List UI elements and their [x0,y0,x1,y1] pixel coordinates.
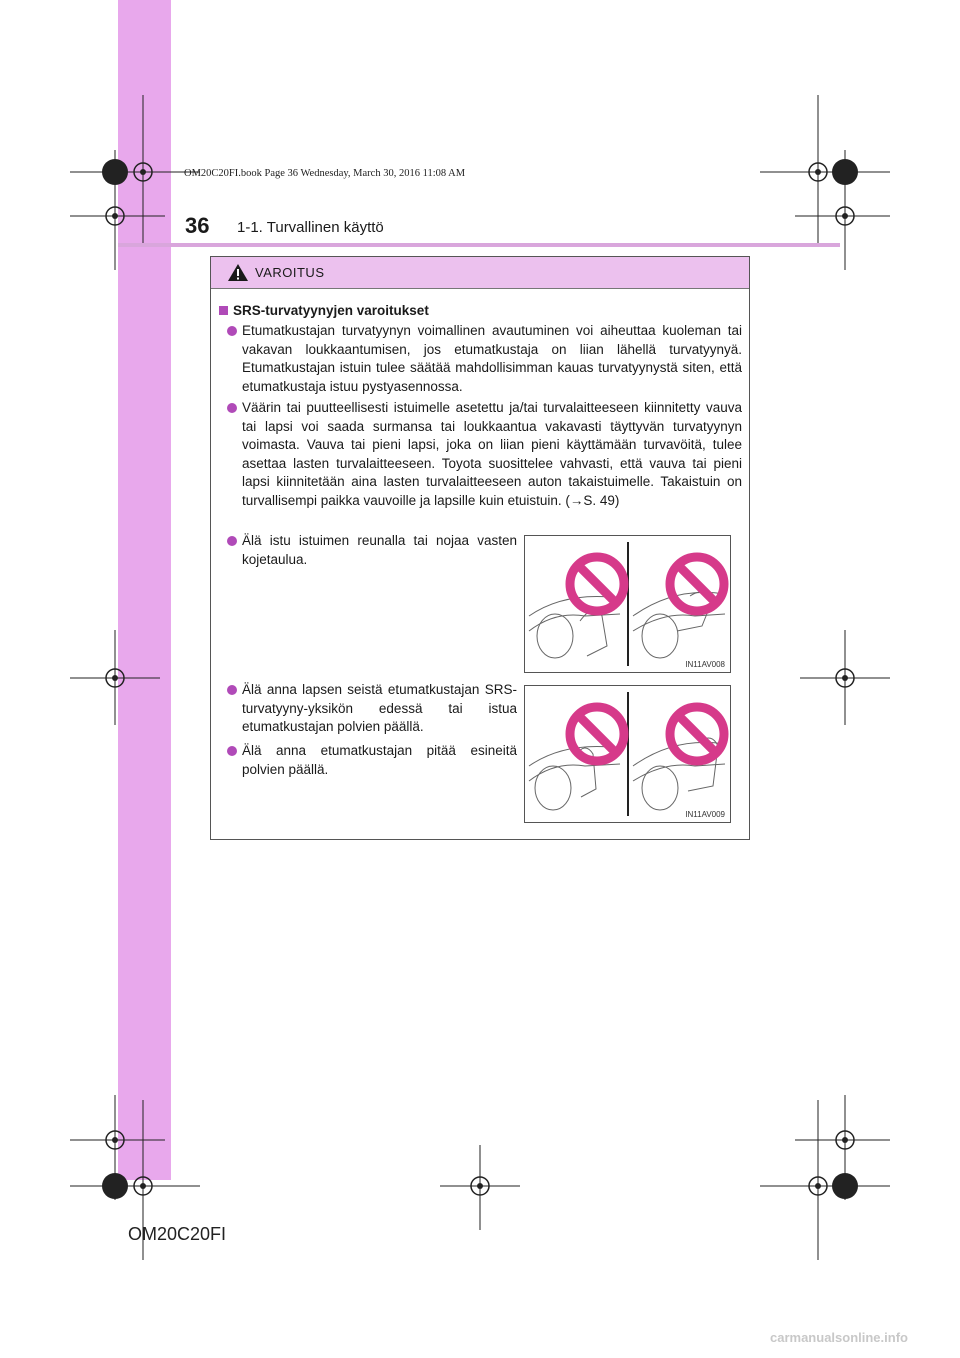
bullet-dot-icon [227,403,237,413]
warning-triangle-icon [227,263,249,282]
bullet-item: Älä anna lapsen seistä etumatkustajan SRS-turvatyyny-yksikön edessä tai istua etumatkustajan polvien päällä. [242,681,517,737]
prohibited-posture-illustration [525,686,730,822]
illustration-code: IN11AV008 [685,660,725,669]
warning-subheading: SRS-turvatyynyjen varoitukset [219,303,429,318]
warning-label: VAROITUS [255,265,325,280]
warning-header [211,257,749,289]
page-number: 36 [185,213,210,238]
square-bullet-icon [219,306,228,315]
illustration-child-standing [524,685,731,823]
bullet-item: Väärin tai puutteellisesti istuimelle asetettu ja/tai turvalaitteeseen kiinnitetty vauva tai lapsi voi saada surmansa tai loukkaantua vakavasti täyttyvän turvatyynyn voimasta. Vauva tai pieni lapsi, joka on liian pieni käyttämään turvavöitä, tulee asettaa lasten turvalaitteeseen. Toyota suosittelee vahvasti, että vauva tai pieni lapsi kiinnitetään aina lasten turvalaitteeseen auton takaistuimelle. Takaistuin on turvallisempi paikka vauvoille ja lapsille kuin etuistuin. (→S. 49) [242,399,742,510]
book-info: OM20C20FI.book Page 36 Wednesday, March 30, 2016 11:08 AM [184,168,466,179]
warning-box [210,256,750,840]
bullet-item: Älä istu istuimen reunalla tai nojaa vasten kojetaulua. [242,532,517,569]
bullet-item: Älä anna etumatkustajan pitää esineitä polvien päällä. [242,742,517,779]
illustration-leaning-dashboard [524,535,731,673]
section-title: 1-1. Turvallinen käyttö [237,219,384,236]
bullet-dot-icon [227,685,237,695]
bullet-dot-icon [227,536,237,546]
header-rule [118,243,840,247]
prohibited-posture-illustration [525,536,730,672]
bullet-dot-icon [227,746,237,756]
bullet-dot-icon [227,326,237,336]
bullet-item: Etumatkustajan turvatyynyn voimallinen avautuminen voi aiheuttaa kuoleman tai vakavan loukkaantumisen, jos etumatkustaja on liian lähellä turvatyynyä. Etumatkustajan istuin tulee säätää mahdollisimman kauas turvatyynystä siten, että etumatkustaja istuu pystyasennossa. [242,322,742,396]
document-code: OM20C20FI [128,1224,227,1244]
illustration-code: IN11AV009 [685,810,725,819]
watermark: carmanualsonline.info [770,1330,908,1345]
